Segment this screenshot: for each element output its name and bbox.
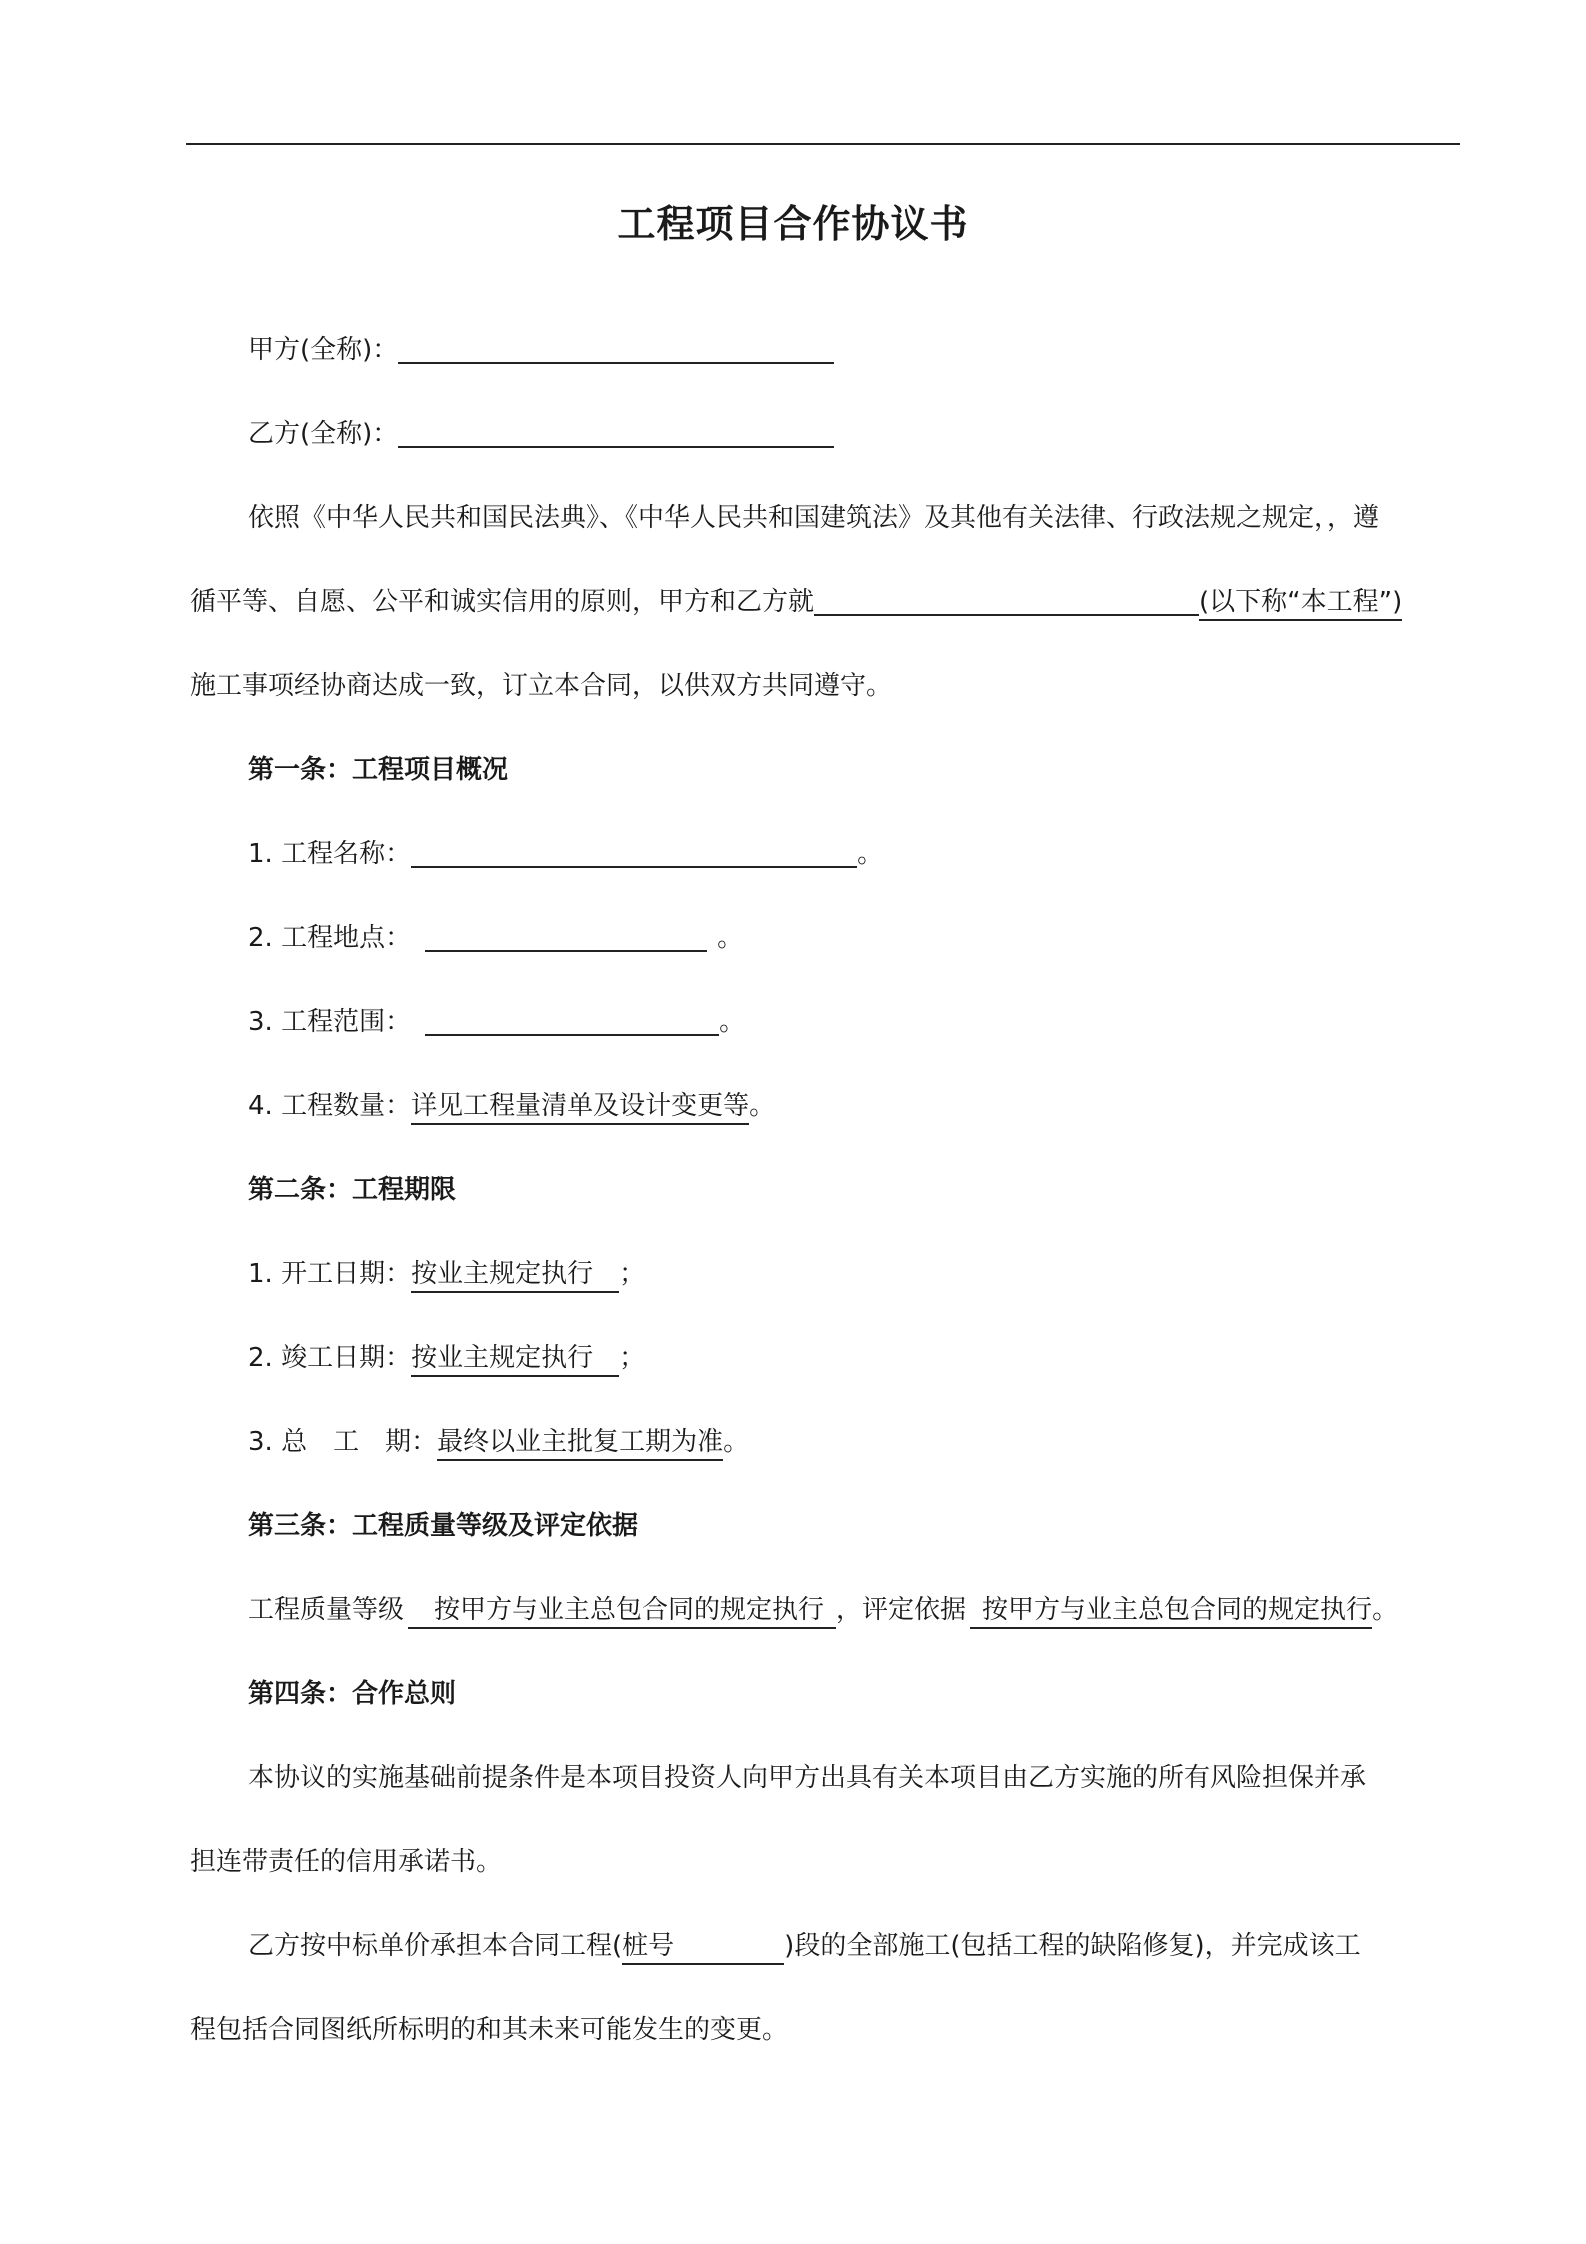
- party-a-blank[interactable]: [398, 332, 834, 364]
- intro-line-2: [190, 582, 1402, 622]
- intro-line-2-prefix: 循平等、自愿、公平和诚实信用的原则，甲方和乙方就: [190, 587, 815, 617]
- quality-grade-value: 按甲方与业主总包合同的规定执行: [408, 1593, 836, 1629]
- article-1-heading: 第一条：工程项目概况: [248, 755, 509, 785]
- document-title: 工程项目合作协议书: [617, 202, 969, 246]
- header-rule: [186, 143, 1460, 145]
- project-location-label: 2. 工程地点：: [248, 923, 412, 953]
- article-2-heading: 第二条：工程期限: [248, 1175, 457, 1205]
- party-a-label: 甲方(全称)：: [248, 335, 399, 365]
- article-3-text: [248, 1590, 1398, 1630]
- assessment-basis-label: ，评定依据: [836, 1595, 967, 1625]
- article-4-para-1-line-1: 本协议的实施基础前提条件是本项目投资人向甲方出具有关本项目由乙方实施的所有风险担保并承: [248, 1763, 1367, 1793]
- assessment-basis-value: 按甲方与业主总包合同的规定执行: [970, 1593, 1372, 1629]
- intro-line-2-suffix: (以下称“本工程”): [1199, 585, 1402, 621]
- article-4-heading: 第四条：合作总则: [248, 1679, 457, 1709]
- completion-date-value: 按业主规定执行: [411, 1341, 619, 1377]
- party-b-line: [248, 414, 834, 454]
- article-3-heading: 第三条：工程质量等级及评定依据: [248, 1511, 639, 1541]
- project-scope-label: 3. 工程范围：: [248, 1007, 412, 1037]
- party-b-blank[interactable]: [398, 416, 834, 448]
- period-mark: 。: [749, 1091, 776, 1121]
- article-4-para-2-suffix: )段的全部施工(包括工程的缺陷修复)，并完成该工: [784, 1931, 1361, 1961]
- article-2-item-1: [248, 1254, 645, 1294]
- period-mark: 。: [723, 1427, 750, 1457]
- project-location-field[interactable]: [425, 920, 707, 952]
- article-4-para-2-line-2: 程包括合同图纸所标明的和其未来可能发生的变更。: [190, 2015, 789, 2045]
- completion-date-label: 2. 竣工日期：: [248, 1343, 412, 1373]
- station-number-field[interactable]: 桩号: [622, 1929, 784, 1965]
- article-4-para-1-line-2: 担连带责任的信用承诺书。: [190, 1847, 503, 1877]
- article-1-item-1: [248, 834, 883, 874]
- party-b-label: 乙方(全称)：: [248, 419, 399, 449]
- quality-grade-label: 工程质量等级: [248, 1595, 405, 1625]
- intro-line-1: 依照《中华人民共和国民法典》、《中华人民共和国建筑法》及其他有关法律、行政法规之规定，，遵: [248, 503, 1380, 533]
- article-1-item-3: [248, 1002, 745, 1042]
- total-duration-label: 3. 总 工 期：: [248, 1427, 438, 1457]
- period-mark: 。: [1372, 1595, 1399, 1625]
- project-quantity-value: 详见工程量清单及设计变更等: [411, 1089, 749, 1125]
- start-date-label: 1. 开工日期：: [248, 1259, 412, 1289]
- semicolon-mark: ；: [619, 1343, 646, 1373]
- article-1-item-4: [248, 1086, 775, 1126]
- article-4-para-2-prefix: 乙方按中标单价承担本合同工程(: [248, 1931, 623, 1961]
- period-mark: 。: [719, 1007, 746, 1037]
- semicolon-mark: ；: [619, 1259, 646, 1289]
- project-scope-field[interactable]: [425, 1004, 719, 1036]
- total-duration-value: 最终以业主批复工期为准: [437, 1425, 723, 1461]
- article-1-item-2: [248, 918, 743, 958]
- project-name-field[interactable]: [411, 836, 857, 868]
- article-2-item-2: [248, 1338, 645, 1378]
- article-4-para-2-line-1: [248, 1926, 1361, 1966]
- period-mark: 。: [857, 839, 884, 869]
- project-name-blank[interactable]: [814, 584, 1199, 616]
- intro-line-3: 施工事项经协商达成一致，订立本合同，以供双方共同遵守。: [190, 671, 893, 701]
- period-mark: 。: [717, 923, 744, 953]
- project-name-label: 1. 工程名称：: [248, 839, 412, 869]
- project-quantity-label: 4. 工程数量：: [248, 1091, 412, 1121]
- start-date-value: 按业主规定执行: [411, 1257, 619, 1293]
- party-a-line: [248, 330, 834, 370]
- article-2-item-3: [248, 1422, 749, 1462]
